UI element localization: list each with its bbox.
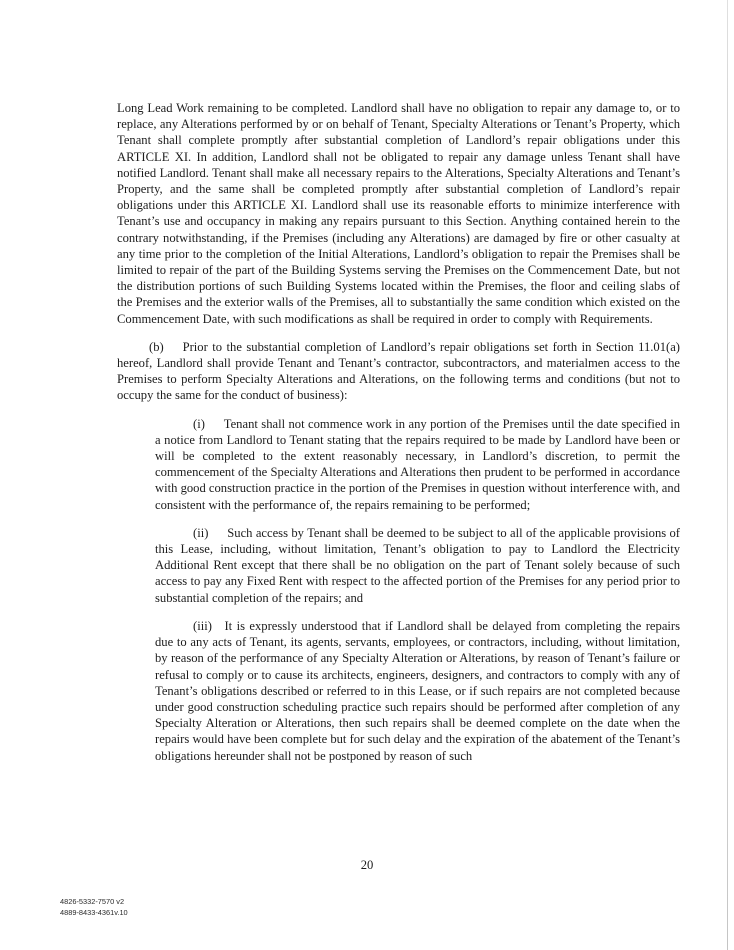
- page-number: 20: [360, 858, 374, 872]
- document-body: [117, 100, 680, 776]
- subparagraph-iii: (iii) It is expressly understood that if Landlord shall be delayed from completing the repairs due to any acts of Tenant, its agents, servants, employees, or contractors, including, without limitation, by reason of the performance of any Specialty Alteration or Alterations, by reason of Tenant’s failure or refusal to comply or to cause its architects, engineers, designers, and contractors to comply with any of Tenant’s obligations described or referred to in this Lease, or if such repairs are not completed because under good construction scheduling practice such repairs should be performed after completion of any Specialty Alteration or Alterations, then such repairs shall be deemed complete on the date when the repairs would have been complete but for such delay and the expiration of the abatement of the Tenant’s obligations hereunder shall not be postponed by reason of such: [155, 618, 680, 763]
- document-id-line-1: 4826-5332-7570 v2: [60, 897, 125, 906]
- paragraph-b: (b) Prior to the substantial completion of Landlord’s repair obligations set forth in Section 11.01(a) hereof, Landlord shall provide Tenant and Tenant’s contractor, subcontractors, and materialmen access to the Premises to perform Specialty Alterations and Alterations, on the following terms and conditions (but not to occupy the same for the conduct of business):: [117, 339, 680, 403]
- subparagraph-ii: (ii) Such access by Tenant shall be deemed to be subject to all of the applicable provisions of this Lease, including, without limitation, Tenant’s obligation to pay to Landlord the Electricity Additional Rent except that there shall be no obligation on the part of Tenant solely because of such access to pay any Fixed Rent with respect to the affected portion of the Premises for any period prior to substantial completion of the repairs; and: [155, 525, 680, 605]
- page-edge-shadow: [727, 0, 728, 950]
- document-id-line-2: 4889-8433-4361v.10: [60, 908, 128, 917]
- subparagraph-i: (i) Tenant shall not commence work in any portion of the Premises until the date specified in a notice from Landlord to Tenant stating that the repairs required to be made by Landlord have been or will be completed to the extent reasonably necessary, in Landlord’s discretion, to permit the commencement of the Specialty Alterations and Alterations then prudent to be performed in accordance with good construction practice in the portion of the Premises in question without interference with, and consistent with the performance of, the repairs remaining to be performed;: [155, 416, 680, 512]
- paragraph-continuation: Long Lead Work remaining to be completed. Landlord shall have no obligation to repair any damage to, or to replace, any Alterations performed by or on behalf of Tenant, Specialty Alterations or Tenant’s Property, which Tenant shall complete promptly after substantial completion of Landlord’s repair obligations under this ARTICLE XI. In addition, Landlord shall not be obligated to repair any damage unless Tenant shall have notified Landlord. Tenant shall make all necessary repairs to the Alterations, Specialty Alterations and Tenant’s Property, and the same shall be completed promptly after substantial completion of Landlord’s repair obligations under this ARTICLE XI. Landlord shall use its reasonable efforts to minimize interference with Tenant’s use and occupancy in making any repairs pursuant to this Section. Anything contained herein to the contrary notwithstanding, if the Premises (including any Alterations) are damaged by fire or other casualty at any time prior to the completion of the Initial Alterations, Landlord’s obligation to repair the Premises shall be limited to repair of the part of the Building Systems serving the Premises on the Commencement Date, but not the distribution portions of such Building Systems located within the Premises, the floor and ceiling slabs of the Premises and the exterior walls of the Premises, all to substantially the same condition which existed on the Commencement Date, with such modifications as shall be required in order to comply with Requirements.: [117, 101, 680, 326]
- document-id-stamp: [60, 896, 128, 918]
